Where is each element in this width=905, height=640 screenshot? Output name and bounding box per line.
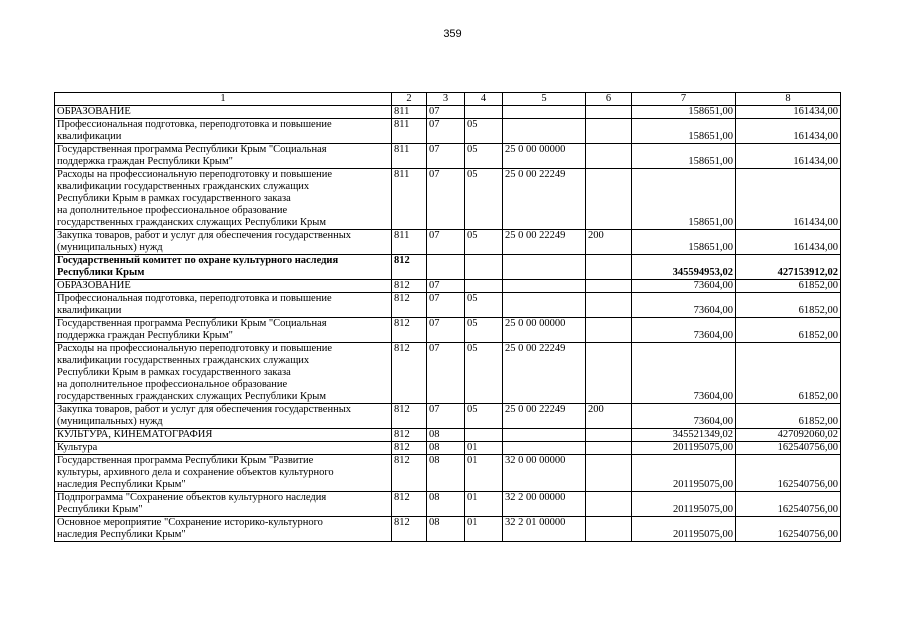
table-row <box>55 404 841 429</box>
row-code-2: 811 <box>392 230 427 255</box>
row-code-5 <box>503 280 586 293</box>
row-code-3: 07 <box>427 144 465 169</box>
row-code-4 <box>465 280 503 293</box>
row-code-2: 812 <box>392 255 427 280</box>
row-name: Закупка товаров, работ и услуг для обеспечения государственных (муниципальных) нужд <box>55 404 392 429</box>
row-name: ОБРАЗОВАНИЕ <box>55 106 392 119</box>
row-code-3: 08 <box>427 492 465 517</box>
column-header: 7 <box>632 93 736 106</box>
row-value-7: 73604,00 <box>632 293 736 318</box>
row-code-2: 812 <box>392 442 427 455</box>
row-name: Культура <box>55 442 392 455</box>
row-value-7: 158651,00 <box>632 230 736 255</box>
table-body <box>55 93 841 542</box>
row-name: Государственный комитет по охране культурного наследия Республики Крым <box>55 255 392 280</box>
row-name: ОБРАЗОВАНИЕ <box>55 280 392 293</box>
row-code-2: 812 <box>392 492 427 517</box>
row-value-7: 201195075,00 <box>632 492 736 517</box>
row-code-4: 01 <box>465 492 503 517</box>
row-code-3: 07 <box>427 119 465 144</box>
row-code-4: 01 <box>465 455 503 492</box>
table-row <box>55 280 841 293</box>
row-code-2: 812 <box>392 318 427 343</box>
row-value-7: 345594953,02 <box>632 255 736 280</box>
row-code-5 <box>503 106 586 119</box>
row-code-4: 05 <box>465 119 503 144</box>
row-value-7: 201195075,00 <box>632 517 736 542</box>
row-value-8: 61852,00 <box>736 280 841 293</box>
row-code-4: 01 <box>465 517 503 542</box>
row-name: Расходы на профессиональную переподготовку и повышение квалификации государственных гражданских служащих Республики Крым в рамках государственного заказа на дополнительное профессиональное образование государственных гражданских служащих Республики Крым <box>55 169 392 230</box>
row-code-6 <box>586 293 632 318</box>
column-header: 8 <box>736 93 841 106</box>
row-code-6 <box>586 280 632 293</box>
row-name: Расходы на профессиональную переподготовку и повышение квалификации государственных гражданских служащих Республики Крым в рамках государственного заказа на дополнительное профессиональное образование государственных гражданских служащих Республики Крым <box>55 343 392 404</box>
table-row <box>55 318 841 343</box>
row-value-7: 73604,00 <box>632 280 736 293</box>
row-name: Государственная программа Республики Крым "Социальная поддержка граждан Республики Крым" <box>55 144 392 169</box>
row-name: КУЛЬТУРА, КИНЕМАТОГРАФИЯ <box>55 429 392 442</box>
row-code-6 <box>586 429 632 442</box>
row-code-4 <box>465 255 503 280</box>
row-code-5: 32 2 01 00000 <box>503 517 586 542</box>
row-value-7: 201195075,00 <box>632 442 736 455</box>
row-value-7: 158651,00 <box>632 106 736 119</box>
row-code-6 <box>586 343 632 404</box>
table-row <box>55 343 841 404</box>
budget-table <box>54 92 841 542</box>
row-code-3: 07 <box>427 404 465 429</box>
column-header: 1 <box>55 93 392 106</box>
row-code-4: 05 <box>465 318 503 343</box>
row-value-8: 161434,00 <box>736 144 841 169</box>
page-number: 359 <box>443 28 462 40</box>
row-code-3 <box>427 255 465 280</box>
row-code-6 <box>586 318 632 343</box>
row-name: Профессиональная подготовка, переподготовка и повышение квалификации <box>55 293 392 318</box>
row-name: Государственная программа Республики Крым "Социальная поддержка граждан Республики Крым" <box>55 318 392 343</box>
row-code-2: 811 <box>392 169 427 230</box>
table-row <box>55 455 841 492</box>
row-code-6 <box>586 492 632 517</box>
row-code-5: 25 0 00 22249 <box>503 404 586 429</box>
row-code-3: 07 <box>427 343 465 404</box>
row-code-6 <box>586 442 632 455</box>
row-code-2: 811 <box>392 144 427 169</box>
row-code-2: 811 <box>392 106 427 119</box>
table-row <box>55 293 841 318</box>
row-code-3: 07 <box>427 169 465 230</box>
table-row <box>55 119 841 144</box>
row-code-3: 07 <box>427 106 465 119</box>
row-name: Профессиональная подготовка, переподготовка и повышение квалификации <box>55 119 392 144</box>
row-code-2: 812 <box>392 404 427 429</box>
row-code-5: 25 0 00 22249 <box>503 169 586 230</box>
row-value-7: 73604,00 <box>632 318 736 343</box>
row-code-3: 08 <box>427 517 465 542</box>
table-row <box>55 517 841 542</box>
table-row <box>55 144 841 169</box>
row-value-8: 162540756,00 <box>736 442 841 455</box>
row-code-6 <box>586 255 632 280</box>
row-name: Государственная программа Республики Крым "Развитие культуры, архивного дела и сохранение объектов культурного наследия Республики Крым" <box>55 455 392 492</box>
row-code-3: 08 <box>427 442 465 455</box>
row-code-2: 812 <box>392 429 427 442</box>
row-code-3: 08 <box>427 455 465 492</box>
row-code-5: 25 0 00 00000 <box>503 318 586 343</box>
row-code-3: 07 <box>427 318 465 343</box>
row-code-5: 25 0 00 22249 <box>503 343 586 404</box>
row-value-8: 61852,00 <box>736 293 841 318</box>
row-value-8: 162540756,00 <box>736 492 841 517</box>
row-code-6 <box>586 119 632 144</box>
row-code-5: 25 0 00 00000 <box>503 144 586 169</box>
row-code-3: 07 <box>427 280 465 293</box>
row-value-8: 161434,00 <box>736 119 841 144</box>
row-code-5 <box>503 442 586 455</box>
row-value-8: 427153912,02 <box>736 255 841 280</box>
row-value-7: 158651,00 <box>632 119 736 144</box>
row-code-4: 05 <box>465 144 503 169</box>
row-code-2: 812 <box>392 293 427 318</box>
row-code-4: 05 <box>465 293 503 318</box>
table-row <box>55 106 841 119</box>
row-code-6: 200 <box>586 230 632 255</box>
row-code-4: 05 <box>465 169 503 230</box>
row-code-5 <box>503 429 586 442</box>
row-code-4 <box>465 106 503 119</box>
row-name: Основное мероприятие "Сохранение историко-культурного наследия Республики Крым" <box>55 517 392 542</box>
row-code-2: 812 <box>392 517 427 542</box>
row-code-3: 08 <box>427 429 465 442</box>
row-value-8: 61852,00 <box>736 404 841 429</box>
row-code-4: 01 <box>465 442 503 455</box>
row-value-7: 73604,00 <box>632 404 736 429</box>
row-code-5: 32 2 00 00000 <box>503 492 586 517</box>
row-name: Подпрограмма "Сохранение объектов культурного наследия Республики Крым" <box>55 492 392 517</box>
column-header: 2 <box>392 93 427 106</box>
column-header: 3 <box>427 93 465 106</box>
row-code-4: 05 <box>465 230 503 255</box>
table-row <box>55 492 841 517</box>
column-header: 5 <box>503 93 586 106</box>
row-code-5: 32 0 00 00000 <box>503 455 586 492</box>
row-code-6 <box>586 169 632 230</box>
row-value-8: 162540756,00 <box>736 517 841 542</box>
row-code-6: 200 <box>586 404 632 429</box>
row-code-2: 812 <box>392 455 427 492</box>
column-header: 4 <box>465 93 503 106</box>
row-value-8: 161434,00 <box>736 230 841 255</box>
table-row <box>55 169 841 230</box>
table-header-row <box>55 93 841 106</box>
row-code-5 <box>503 119 586 144</box>
row-value-8: 162540756,00 <box>736 455 841 492</box>
row-value-7: 201195075,00 <box>632 455 736 492</box>
row-value-8: 161434,00 <box>736 106 841 119</box>
row-code-5 <box>503 255 586 280</box>
row-name: Закупка товаров, работ и услуг для обеспечения государственных (муниципальных) нужд <box>55 230 392 255</box>
table-row <box>55 255 841 280</box>
row-code-6 <box>586 455 632 492</box>
table-row <box>55 429 841 442</box>
row-code-3: 07 <box>427 230 465 255</box>
row-code-3: 07 <box>427 293 465 318</box>
row-code-4: 05 <box>465 404 503 429</box>
row-value-7: 345521349,02 <box>632 429 736 442</box>
row-value-8: 61852,00 <box>736 343 841 404</box>
row-code-6 <box>586 106 632 119</box>
row-value-7: 158651,00 <box>632 144 736 169</box>
column-header: 6 <box>586 93 632 106</box>
row-value-8: 427092060,02 <box>736 429 841 442</box>
row-code-4 <box>465 429 503 442</box>
row-code-2: 811 <box>392 119 427 144</box>
row-code-6 <box>586 517 632 542</box>
row-code-2: 812 <box>392 343 427 404</box>
row-code-4: 05 <box>465 343 503 404</box>
row-value-8: 161434,00 <box>736 169 841 230</box>
row-code-5 <box>503 293 586 318</box>
row-value-7: 158651,00 <box>632 169 736 230</box>
row-value-7: 73604,00 <box>632 343 736 404</box>
row-code-5: 25 0 00 22249 <box>503 230 586 255</box>
row-code-6 <box>586 144 632 169</box>
row-value-8: 61852,00 <box>736 318 841 343</box>
table-row <box>55 230 841 255</box>
table-row <box>55 442 841 455</box>
row-code-2: 812 <box>392 280 427 293</box>
